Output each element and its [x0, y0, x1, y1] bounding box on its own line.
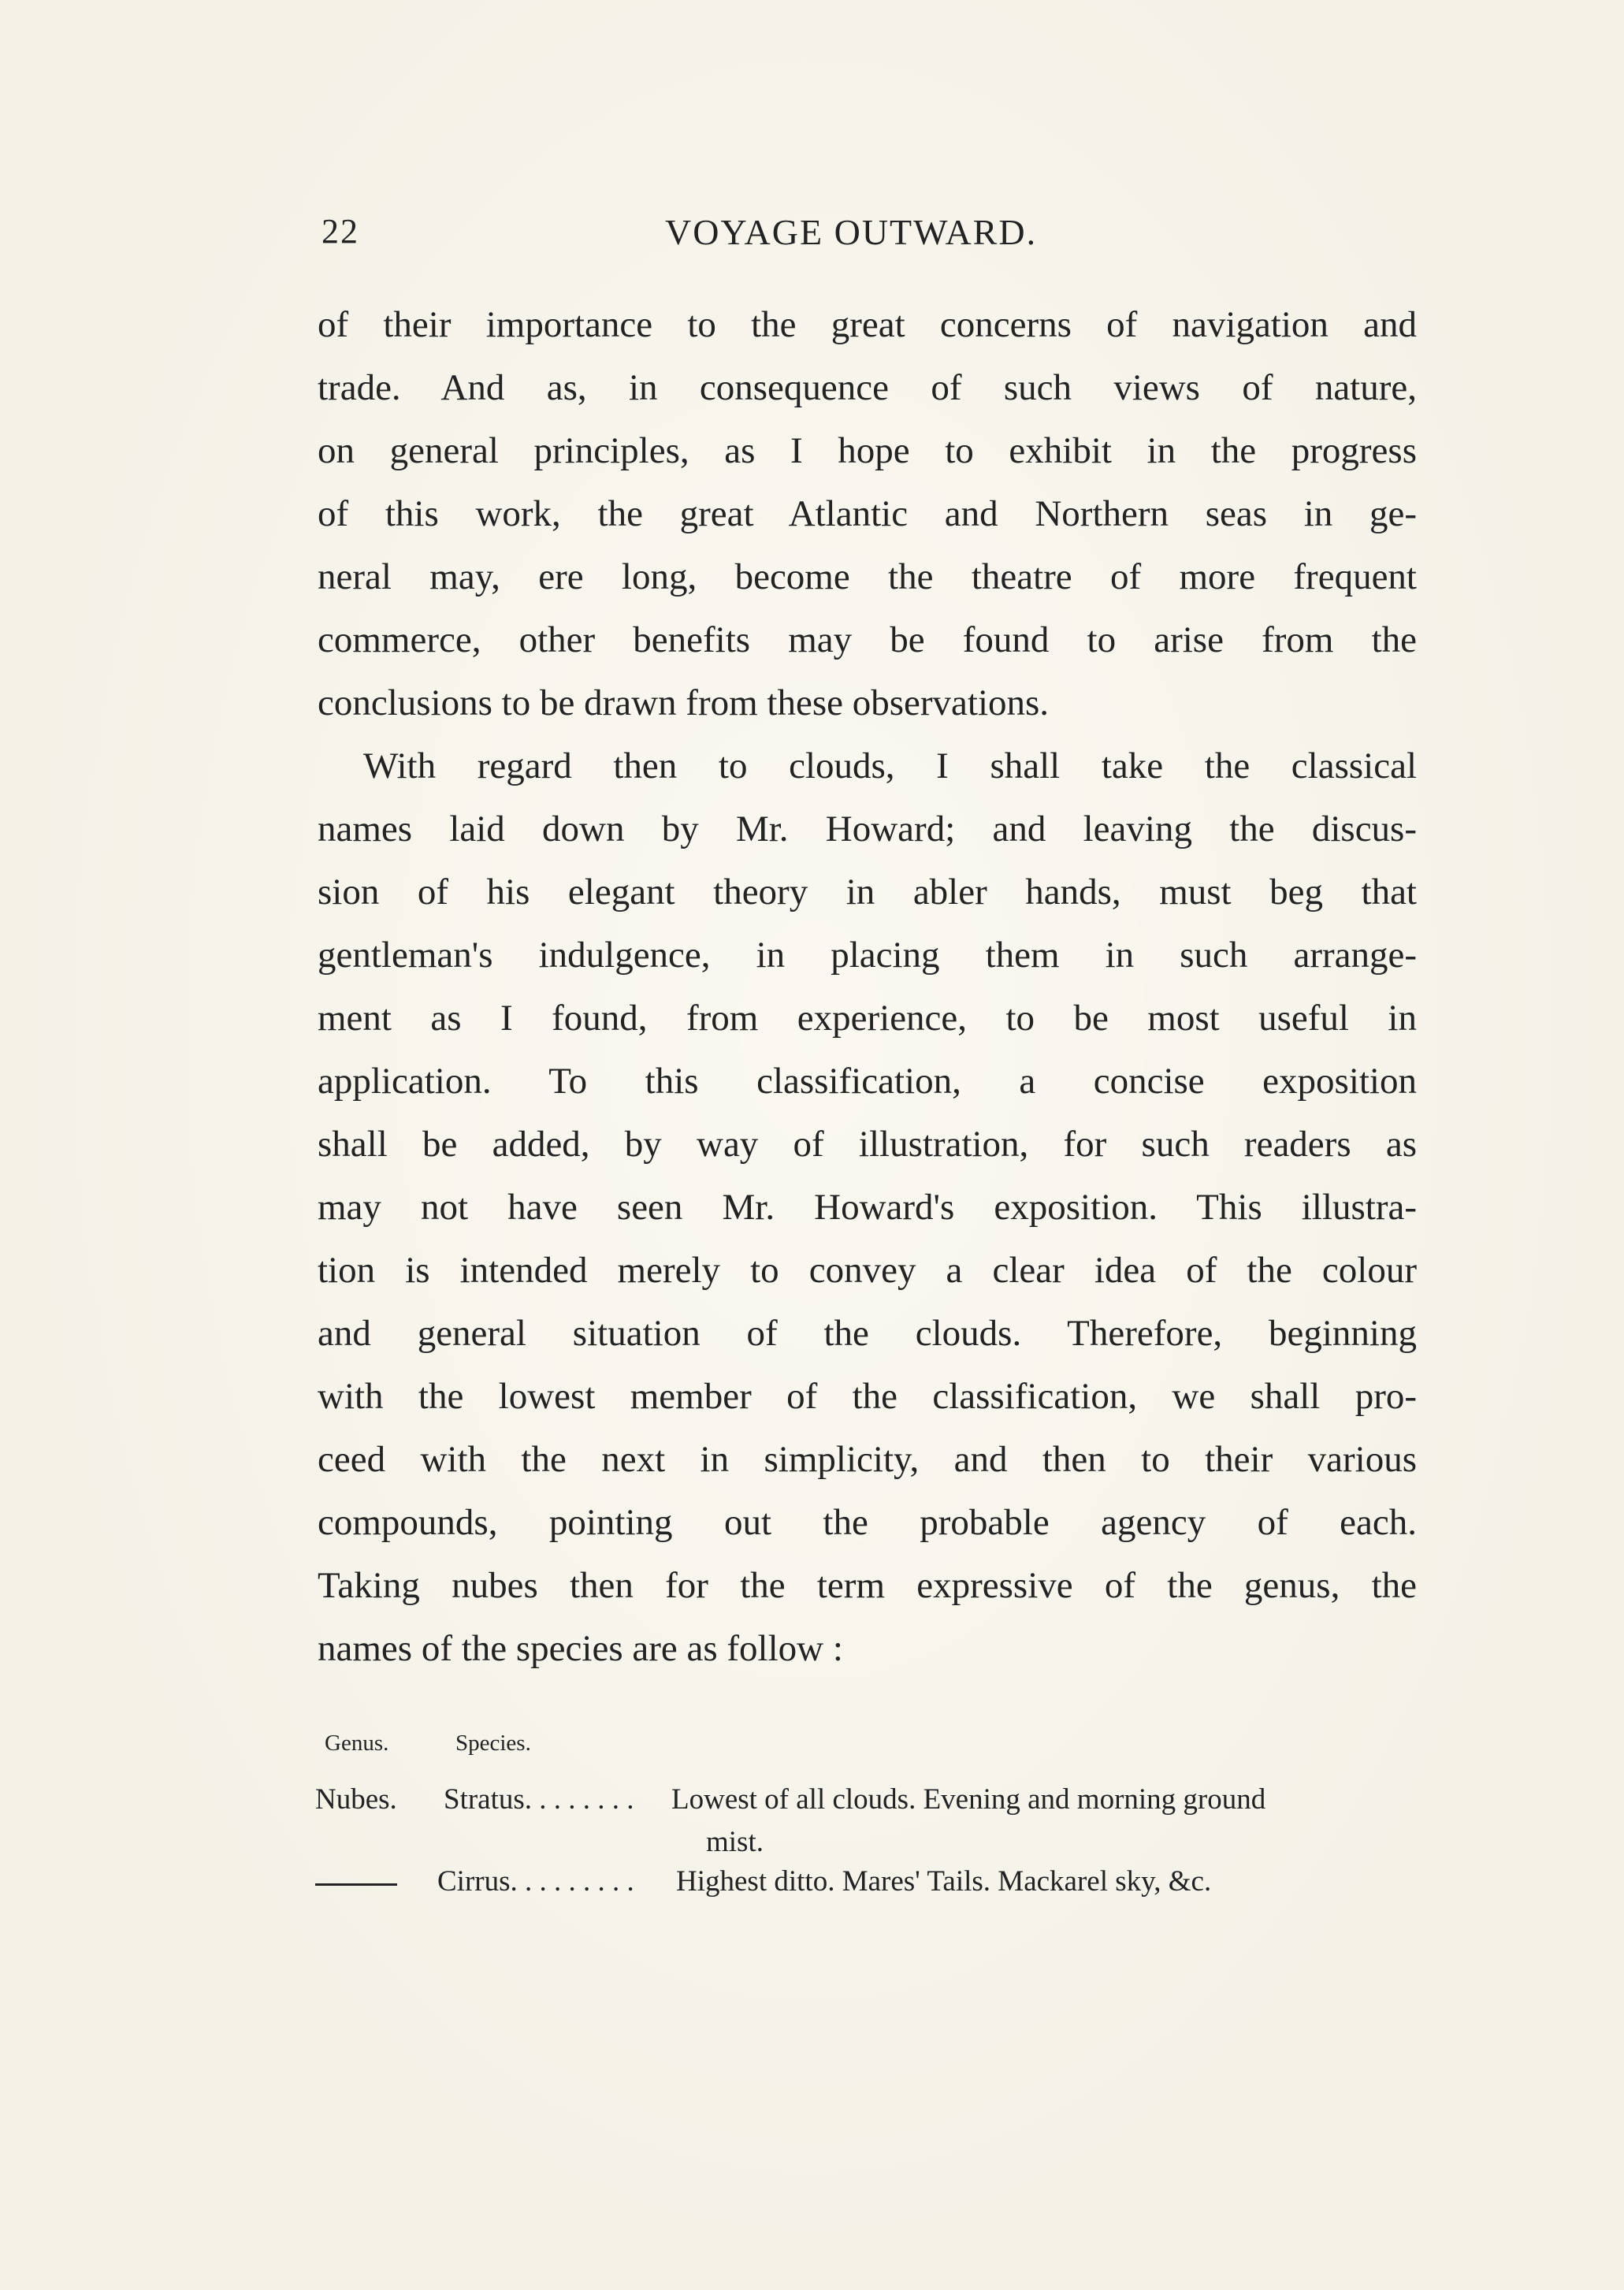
text-line: application. To this classification, a concise exposition	[318, 1061, 1417, 1102]
running-title: VOYAGE OUTWARD.	[665, 212, 1038, 252]
text-line: with the lowest member of the classification, we shall pro-	[318, 1376, 1417, 1417]
text-line: Taking nubes then for the term expressive of the genus, the	[318, 1565, 1417, 1606]
text-line: commerce, other benefits may be found to arise from the	[318, 619, 1417, 660]
row-genus: Nubes.	[315, 1783, 397, 1816]
text-line: of their importance to the great concerns of navigation and	[318, 304, 1417, 345]
row-species: Cirrus. . . . . . . . .	[437, 1865, 634, 1898]
text-line: on general principles, as I hope to exhibit in the progress	[318, 430, 1417, 471]
cloud-classification-table	[315, 1731, 1418, 1935]
text-line: ment as I found, from experience, to be most useful in	[318, 998, 1417, 1039]
text-line: may not have seen Mr. Howard's exposition. This illustra-	[318, 1187, 1417, 1228]
text-line: With regard then to clouds, I shall take the classical	[363, 745, 1417, 786]
text-line: and general situation of the clouds. Therefore, beginning	[318, 1313, 1417, 1354]
row-description: Highest ditto. Mares' Tails. Mackarel sky, &c.	[676, 1865, 1212, 1898]
page-header	[321, 211, 1425, 266]
text-line: conclusions to be drawn from these observations.	[318, 682, 1050, 723]
text-line: tion is intended merely to convey a clear idea of the colour	[318, 1250, 1417, 1291]
body-text	[318, 293, 1417, 1680]
genus-column-header: Genus.	[325, 1731, 389, 1756]
text-line: shall be added, by way of illustration, for such readers as	[318, 1124, 1417, 1165]
species-column-header: Species.	[455, 1731, 531, 1756]
page-number: 22	[321, 212, 359, 251]
text-line: names of the species are as follow :	[318, 1628, 843, 1669]
text-line: names laid down by Mr. Howard; and leaving the discus-	[318, 809, 1417, 849]
text-line: trade. And as, in consequence of such views of nature,	[318, 367, 1417, 408]
ditto-dash	[315, 1883, 397, 1886]
text-line: ceed with the next in simplicity, and then to their various	[318, 1439, 1417, 1480]
row-species: Stratus. . . . . . . .	[444, 1783, 634, 1816]
row-description-continuation: mist.	[706, 1826, 764, 1858]
text-line: sion of his elegant theory in abler hands, must beg that	[318, 872, 1417, 913]
text-line: gentleman's indulgence, in placing them in such arrange-	[318, 935, 1417, 976]
row-description: Lowest of all clouds. Evening and morning ground	[671, 1783, 1266, 1816]
text-line: neral may, ere long, become the theatre of more frequent	[318, 556, 1417, 597]
text-line: compounds, pointing out the probable agency of each.	[318, 1502, 1417, 1543]
text-line: of this work, the great Atlantic and Northern seas in ge-	[318, 493, 1417, 534]
